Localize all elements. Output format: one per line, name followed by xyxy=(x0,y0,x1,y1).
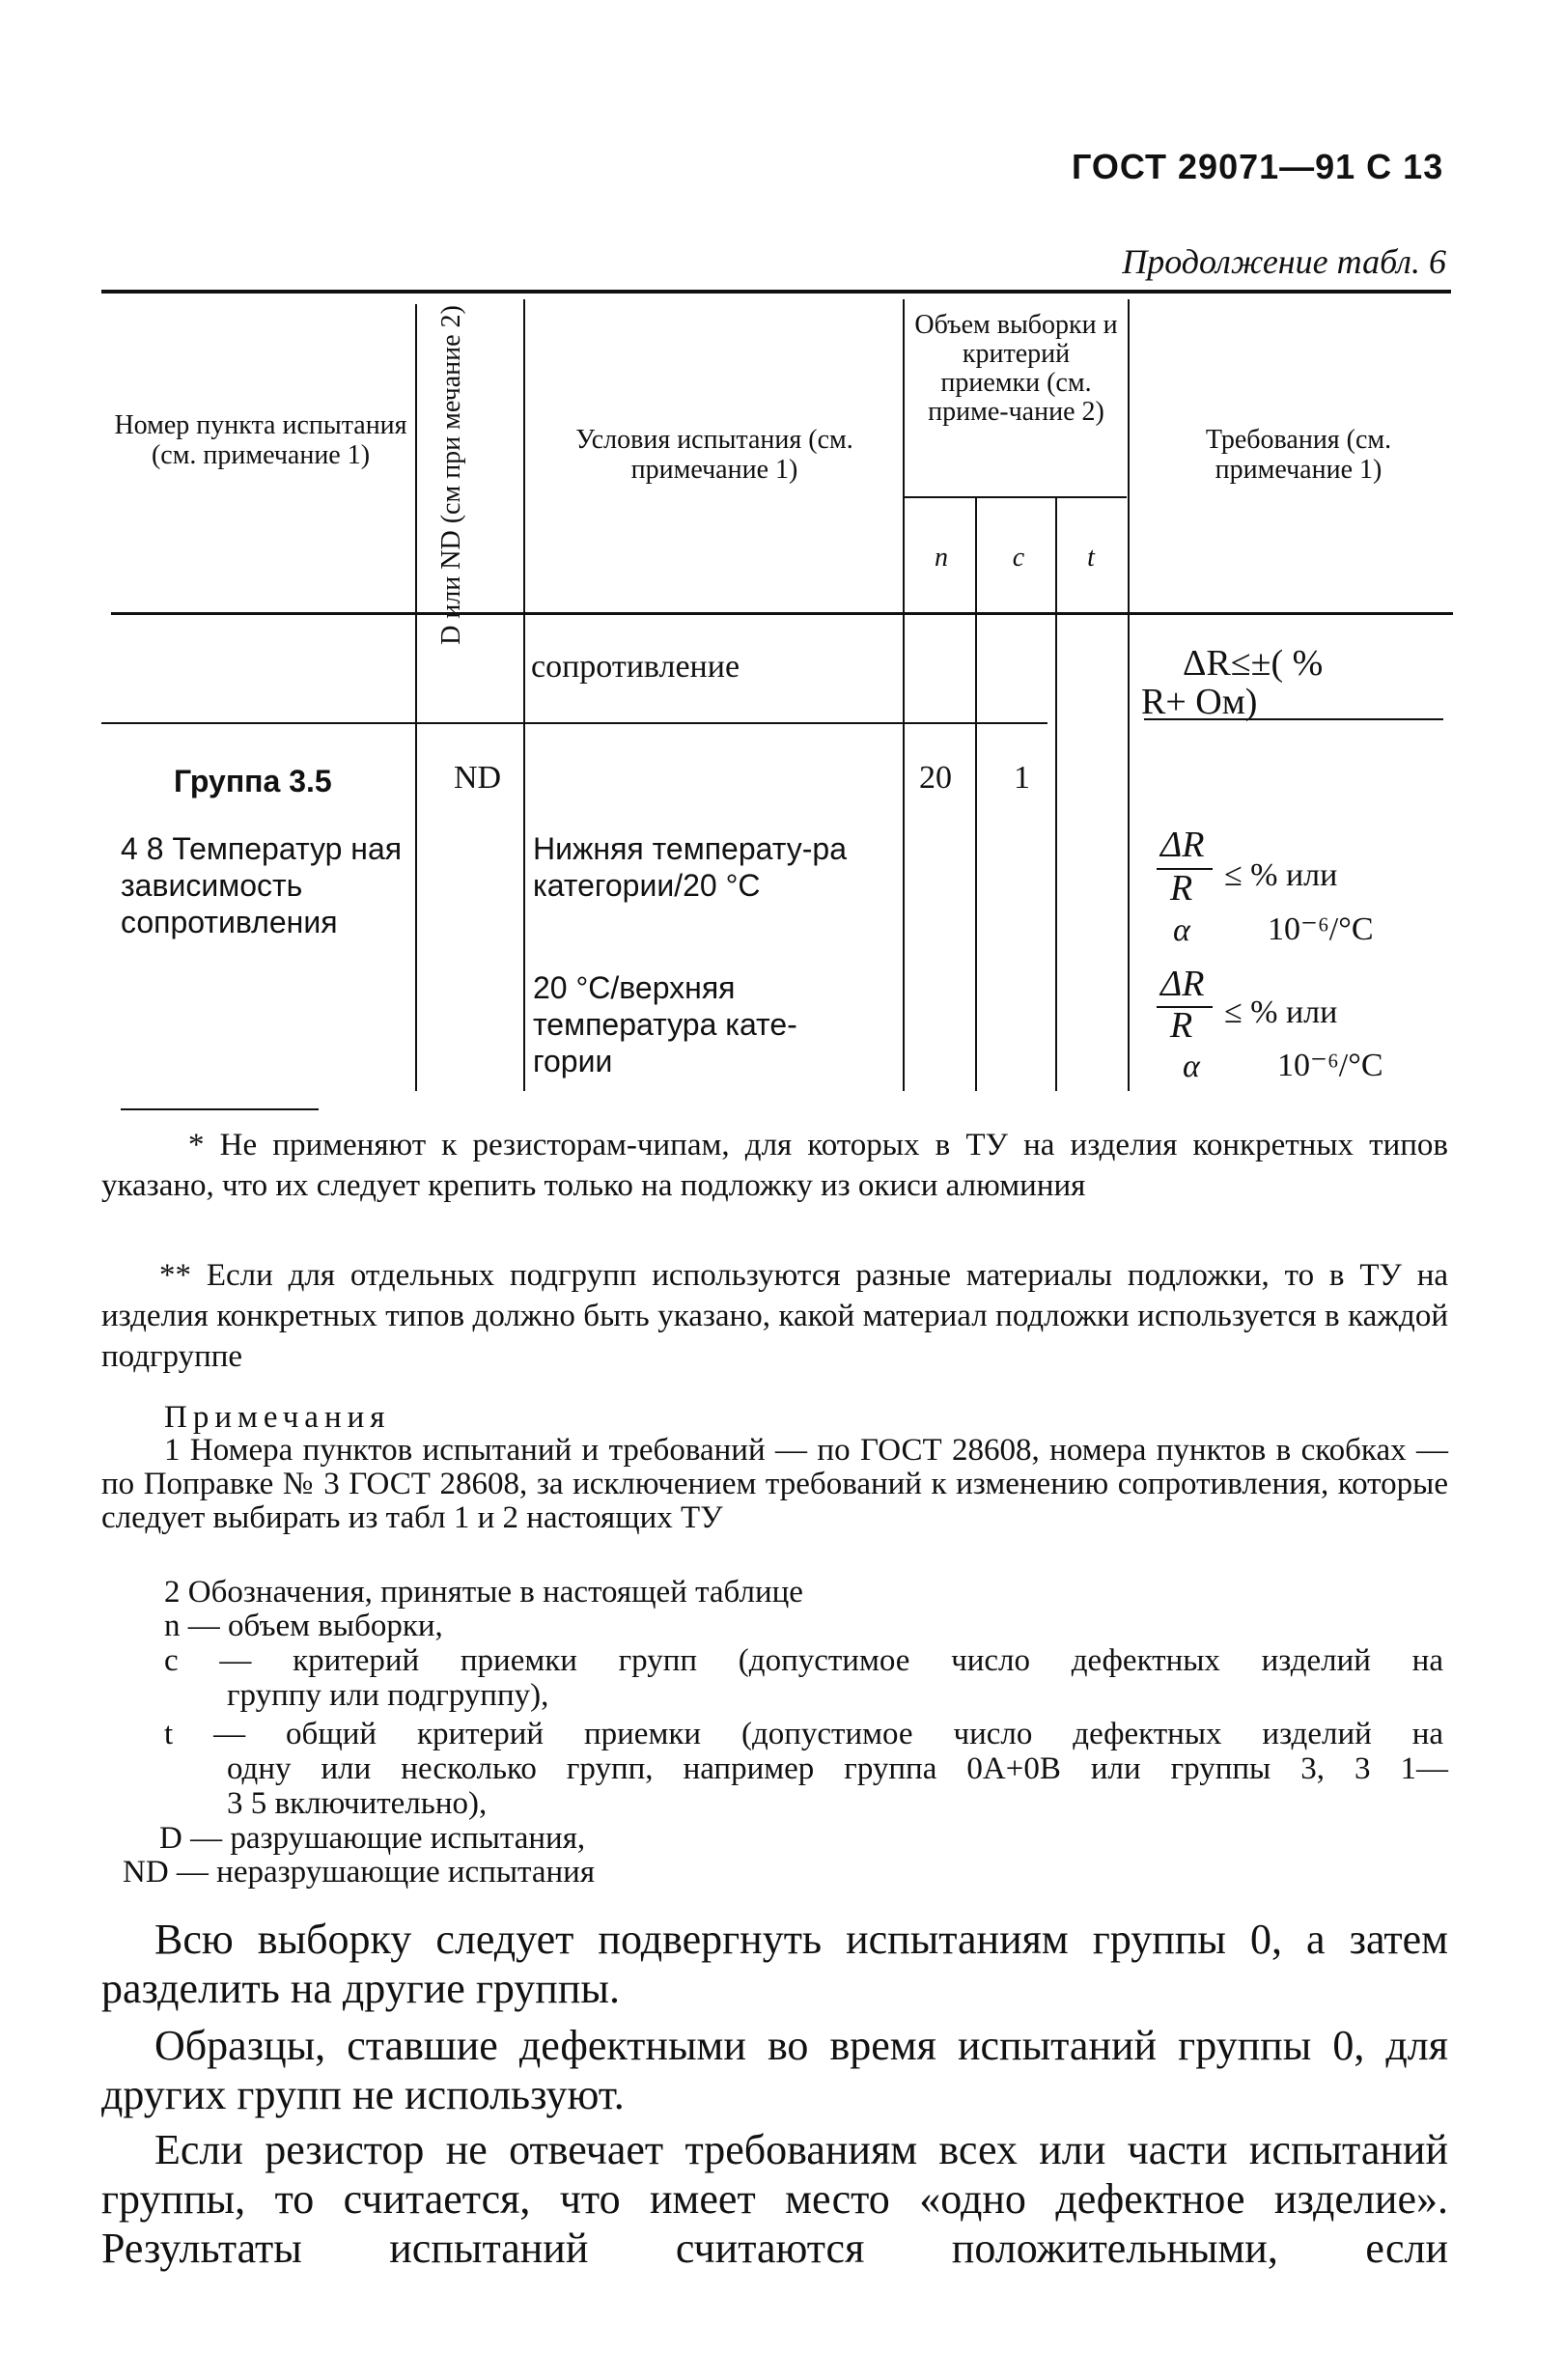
body-paragraph-3: Если резистор не отвечает требованиям всех или части испытаний группы, то считается, что имеет место «одно дефектное изделие». Результаты испытаний считаются положительными, если xyxy=(101,2126,1448,2272)
cell-conditions-resistance: сопротивление xyxy=(531,649,740,685)
footnote-rule xyxy=(121,1108,319,1110)
cell-item-number: 4 8 Температур ная зависимость сопротивления xyxy=(121,831,403,939)
cell-req-line1: ΔR≤±( % xyxy=(1183,643,1324,684)
note-2: 2 Обозначения, принятые в настоящей таблице xyxy=(164,1575,803,1610)
formula-1-alpha: α xyxy=(1173,912,1190,948)
table-top-rule xyxy=(101,290,1451,294)
header-item-number: Номер пункта испытания (см. примечание 1) xyxy=(114,410,407,470)
formula-2-delta-r: ΔR xyxy=(1160,964,1205,1004)
notes-heading: Примечания xyxy=(164,1400,391,1435)
footnote-1: * Не применяют к резисторам-чипам, для которых в ТУ на изделия конкретных типов указано, что их следует крепить только на подложку из окиси алюминия xyxy=(101,1128,1448,1203)
header-sample-criteria: Объем выборки и критерий приемки (см. приме-чание 2) xyxy=(914,310,1118,427)
definition-t-line3: 3 5 включительно), xyxy=(227,1786,488,1821)
header-sub-t: t xyxy=(1087,543,1095,573)
cell-nd: ND xyxy=(454,760,502,796)
definition-t-line1: t — общий критерий приемки (допустимое число дефектных изделий на xyxy=(164,1717,1443,1751)
col-divider-c-t xyxy=(1055,498,1057,1091)
definition-n: n — объем выборки, xyxy=(164,1609,443,1643)
cell-condition-2: 20 °С/верхняя температура кате-гории xyxy=(533,970,797,1078)
formula-2-le: ≤ % или xyxy=(1224,994,1338,1030)
formula-1-coef: 10⁻⁶/°С xyxy=(1268,911,1374,947)
definition-c-line1: c — критерий приемки групп (допустимое число дефектных изделий на xyxy=(164,1643,1443,1678)
formula-2-coef: 10⁻⁶/°С xyxy=(1277,1048,1383,1083)
document-id: ГОСТ 29071—91 С 13 xyxy=(1072,147,1444,186)
definition-c-line2: группу или подгруппу), xyxy=(227,1678,549,1713)
formula-2-alpha: α xyxy=(1183,1049,1200,1084)
table-continuation-label: Продолжение табл. 6 xyxy=(1122,242,1446,281)
row-separator xyxy=(101,722,1047,724)
header-requirements: Требования (см. примечание 1) xyxy=(1205,425,1392,485)
cell-condition-1: Нижняя температу-ра категории/20 °С xyxy=(533,831,847,903)
footnote-2: ** Если для отдельных подгрупп используются разные материалы подложки, то в ТУ на изделия конкретных типов должно быть указано, какой материал подложки используется в каждой подгруппе xyxy=(101,1258,1448,1374)
header-sub-n: n xyxy=(935,543,948,573)
col-divider-4 xyxy=(1128,299,1130,1091)
col-divider-2 xyxy=(523,299,525,1091)
body-paragraph-1: Всю выборку следует подвергнуть испытаниям группы 0, а затем разделить на другие группы. xyxy=(101,1916,1448,2012)
col-divider-n-c xyxy=(975,498,977,1091)
table-header-bottom-rule xyxy=(111,612,1453,615)
header-d-or-nd: D или ND (см при мечание 2) xyxy=(436,305,466,645)
header-sub-c: c xyxy=(1012,543,1025,573)
cell-n: 20 xyxy=(919,760,952,796)
note-1: 1 Номера пунктов испытаний и требований — по ГОСТ 28608, номера пунктов в скобках — по Поправке № 3 ГОСТ 28608, за исключением требований к изменению сопротивления, которые следует выбирать из табл 1 и 2 настоящих ТУ xyxy=(101,1433,1448,1535)
formula-2-r: R xyxy=(1170,1005,1193,1046)
formula-1-r: R xyxy=(1170,868,1193,909)
formula-1-le: ≤ % или xyxy=(1224,857,1338,893)
body-paragraph-2: Образцы, ставшие дефектными во время испытаний группы 0, для других групп не используют. xyxy=(101,2022,1448,2118)
cell-req-line2: R+ Ом) xyxy=(1141,682,1258,722)
header-conditions: Условия испытания (см. примечание 1) xyxy=(575,425,853,485)
definition-d: D — разрушающие испытания, xyxy=(159,1821,586,1856)
group-title: Группа 3.5 xyxy=(174,764,332,798)
definition-t-line2: одну или несколько групп, например группа 0А+0В или группы 3, 3 1— xyxy=(227,1751,1448,1786)
col-divider-1 xyxy=(415,304,417,1091)
definition-nd: ND — неразрушающие испытания xyxy=(123,1855,596,1890)
cell-c: 1 xyxy=(1014,760,1030,796)
col-divider-3 xyxy=(903,299,905,1091)
formula-1-delta-r: ΔR xyxy=(1160,825,1205,865)
sample-subheader-rule xyxy=(903,496,1127,498)
